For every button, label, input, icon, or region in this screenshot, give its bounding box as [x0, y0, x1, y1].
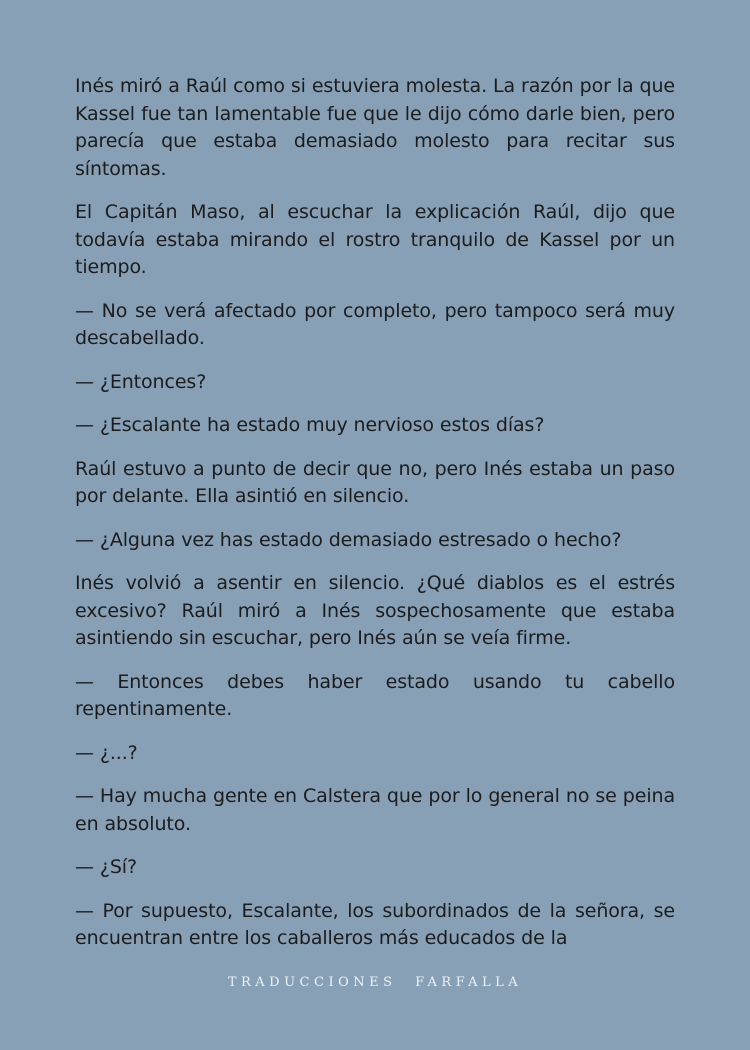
paragraph: — ¿Escalante ha estado muy nervioso estos días? — [75, 414, 545, 436]
paragraph: — ¿Sí? — [75, 856, 137, 878]
paragraph: Inés volvió a asentir en silencio. ¿Qué diablos es el estrés excesivo? Raúl miró a Inés sospechosamente que estaba asintiendo sin escuchar, pero Inés aún se veía firme. — [75, 572, 675, 649]
document-body — [75, 73, 675, 962]
paragraph: — No se verá afectado por completo, pero tampoco será muy descabellado. — [75, 299, 675, 349]
paragraph: Raúl estuvo a punto de decir que no, pero Inés estaba un paso por delante. Ella asintió en silencio. — [75, 457, 675, 507]
paragraph: El Capitán Maso, al escuchar la explicación Raúl, dijo que todavía estaba mirando el rostro tranquilo de Kassel por un tiempo. — [75, 201, 675, 278]
footer-credit: TRADUCCIONES FARFALLA — [227, 975, 523, 990]
paragraph: — ¿Alguna vez has estado demasiado estresado o hecho? — [75, 528, 622, 551]
paragraph: — Por supuesto, Escalante, los subordinados de la señora, se encuentran entre los caballeros más educados de la — [75, 899, 675, 949]
paragraph: — ¿...? — [75, 741, 138, 764]
paragraph: — ¿Entonces? — [75, 370, 207, 393]
paragraph: — Entonces debes haber estado usando tu cabello repentinamente. — [75, 670, 675, 720]
paragraph: — Hay mucha gente en Calstera que por lo general no se peina en absoluto. — [75, 785, 675, 835]
paragraph: Inés miró a Raúl como si estuviera molesta. La razón por la que Kassel fue tan lamentable fue que le dijo cómo darle bien, pero parecía que estaba demasiado molesto para recitar sus síntomas. — [75, 75, 675, 180]
